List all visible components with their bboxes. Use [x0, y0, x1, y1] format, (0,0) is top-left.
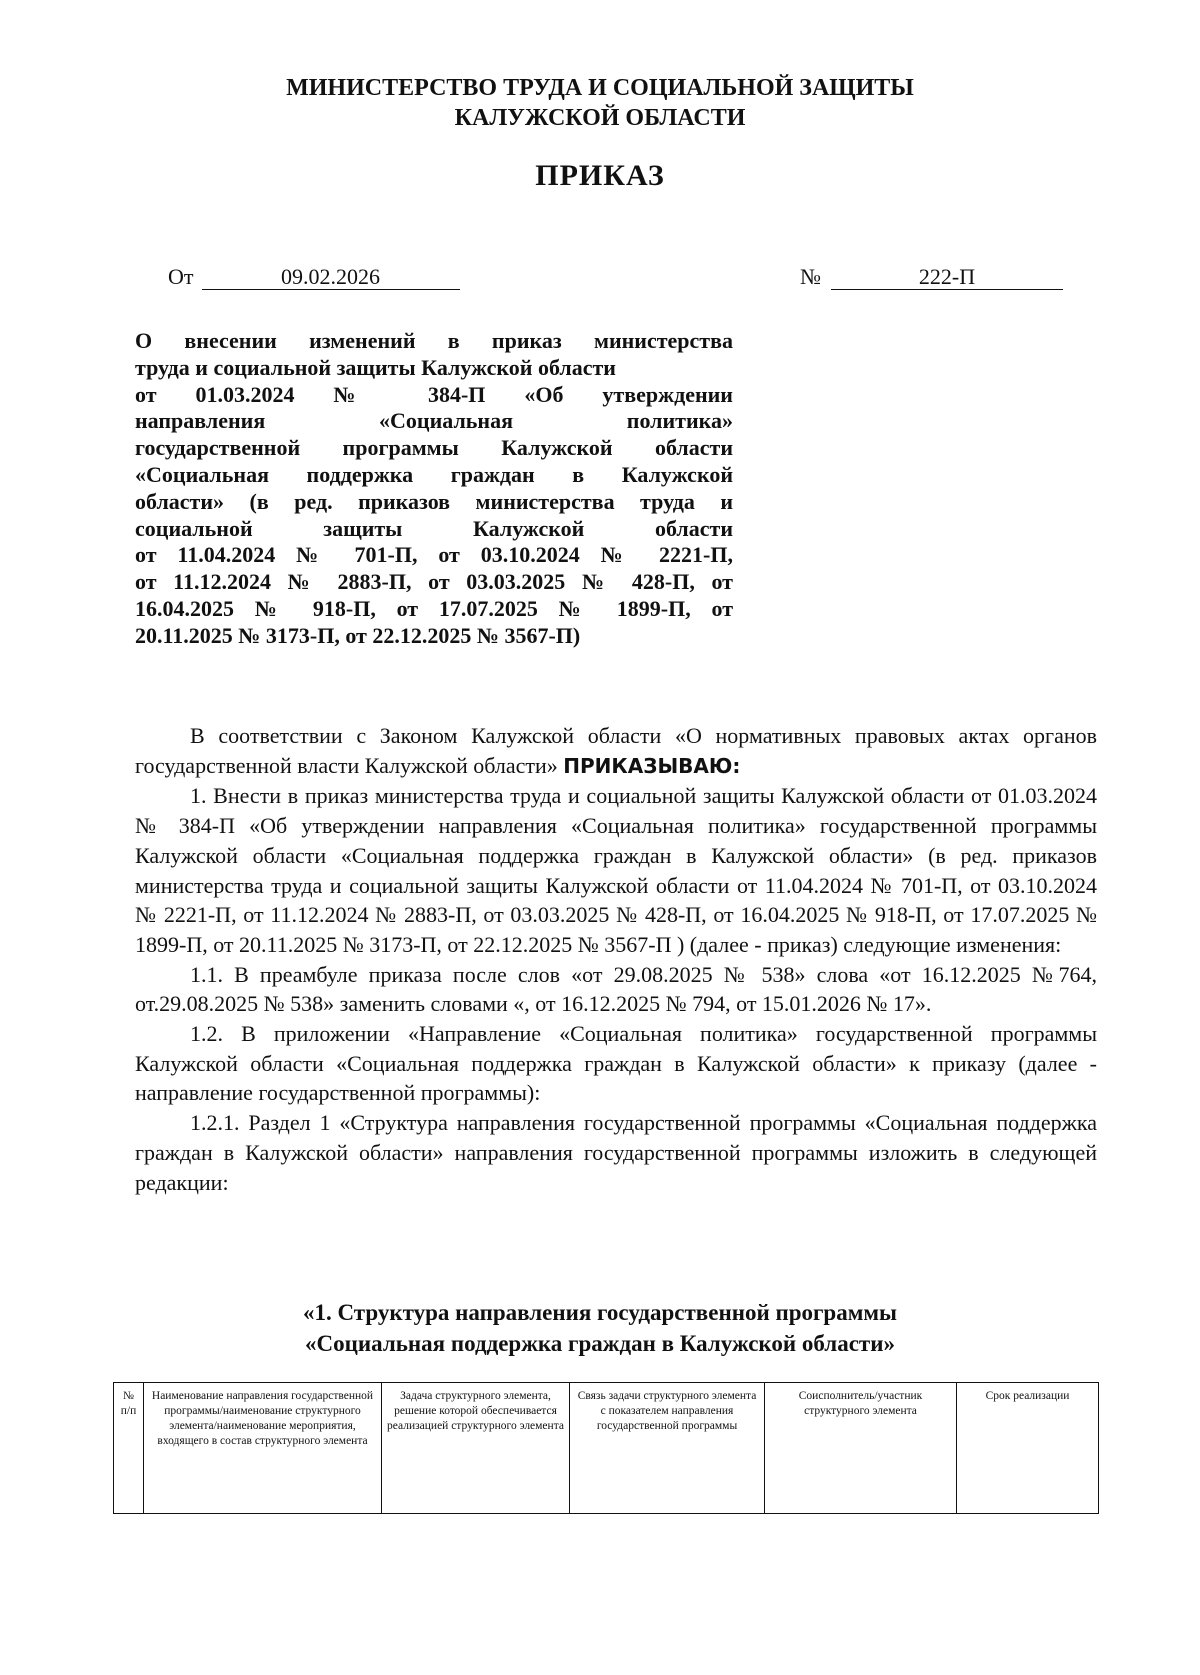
- ministry-name-line2: КАЛУЖСКОЙ ОБЛАСТИ: [454, 105, 746, 131]
- subject-line: 16.04.2025 № 918-П, от 17.07.2025 № 1899-П, от: [135, 595, 733, 621]
- section-title-line2: «Социальная поддержка граждан в Калужской области»: [305, 1331, 895, 1356]
- order-body: [135, 721, 1097, 1197]
- subject-line: 20.11.2025 № 3173-П, от 22.12.2025 № 3567-П): [135, 622, 581, 648]
- table-header-cell: № п/п: [114, 1383, 144, 1514]
- date-value: 09.02.2026: [202, 266, 460, 290]
- number-value: 222-П: [831, 266, 1063, 290]
- intro-paragraph: [135, 721, 1097, 781]
- subject-line: от 01.03.2024 № 384-П «Об утверждении: [135, 381, 733, 407]
- document-type-title: ПРИКАЗ: [535, 159, 665, 192]
- table-header-cell: Связь задачи структурного элемента с показателем направления государственной программы: [570, 1383, 765, 1514]
- table-header-cell: Задача структурного элемента, решение которой обеспечивается реализацией структурного элемента: [382, 1383, 570, 1514]
- number-label: №: [800, 264, 821, 289]
- subject-line: «Социальная поддержка граждан в Калужской: [135, 461, 733, 487]
- paragraph-1-2-1: 1.2.1. Раздел 1 «Структура направления государственной программы «Социальная поддержка граждан в Калужской области» направления государственной программы изложить в следующей редакции:: [135, 1110, 1097, 1195]
- ministry-name-line1: МИНИСТЕРСТВО ТРУДА И СОЦИАЛЬНОЙ ЗАЩИТЫ: [286, 75, 914, 101]
- intro-text: В соответствии с Законом Калужской области «О нормативных правовых актах органов государственной власти Калужской области»: [135, 723, 1097, 778]
- paragraph-1-1: 1.1. В преамбуле приказа после слов «от 29.08.2025 № 538» слова «от 16.12.2025 №764, от.29.08.2025 № 538» заменить словами «, от 16.12.2025 № 794, от 15.01.2026 № 17».: [135, 961, 1097, 1017]
- section-title-line1: «1. Структура направления государственной программы: [302, 1300, 898, 1325]
- structure-table: [113, 1382, 1099, 1514]
- order-directive: ПРИКАЗЫВАЮ:: [563, 753, 741, 778]
- subject-line: государственной программы Калужской области: [135, 435, 733, 461]
- table-header-cell: Срок реализации: [957, 1383, 1099, 1514]
- subject-line: социальной защиты Калужской области: [135, 515, 733, 541]
- paragraph-1: 1. Внести в приказ министерства труда и социальной защиты Калужской области от 01.03.2024 № 384-П «Об утверждении направления «Социальная политика» государственной программы Калужской области «Социальная поддержка граждан в Калужской области» (в ред. приказов министерства труда и социальной защиты Калужской области от 11.04.2024 № 701-П, от 03.10.2024 № 2221-П, от 11.12.2024 № 2883-П, от 03.03.2025 № 428-П, от 16.04.2025 № 918-П, от 17.07.2025 № 1899-П, от 20.11.2025 № 3173-П, от 22.12.2025 № 3567-П ) (далее - приказ) следующие изменения:: [135, 783, 1097, 957]
- subject-line: труда и социальной защиты Калужской области: [135, 354, 616, 380]
- order-date: [168, 264, 460, 290]
- subject-line: от 11.04.2024 № 701-П, от 03.10.2024 № 2221-П,: [135, 542, 733, 568]
- subject-line: области» (в ред. приказов министерства труда и: [135, 488, 733, 514]
- table-header-cell: Наименование направления государственной программы/наименование структурного элемента/наименование мероприятия, входящего в состав структурного элемента: [144, 1383, 382, 1514]
- subject-line: от 11.12.2024 № 2883-П, от 03.03.2025 № 428-П, от: [135, 569, 733, 595]
- date-label: От: [168, 264, 194, 289]
- subject-line: направления «Социальная политика»: [135, 408, 733, 434]
- table-header-row: [114, 1383, 1099, 1514]
- section-title: [0, 1297, 1200, 1359]
- table-header-cell: Соисполнитель/участник структурного элемента: [765, 1383, 957, 1514]
- subject-line: О внесении изменений в приказ министерства: [135, 328, 733, 353]
- paragraph-1-2: 1.2. В приложении «Направление «Социальная политика» государственной программы Калужской области «Социальная поддержка граждан в Калужской области» к приказу (далее - направление государственной программы):: [135, 1021, 1097, 1106]
- order-number: [800, 264, 1063, 290]
- order-subject: [135, 328, 733, 650]
